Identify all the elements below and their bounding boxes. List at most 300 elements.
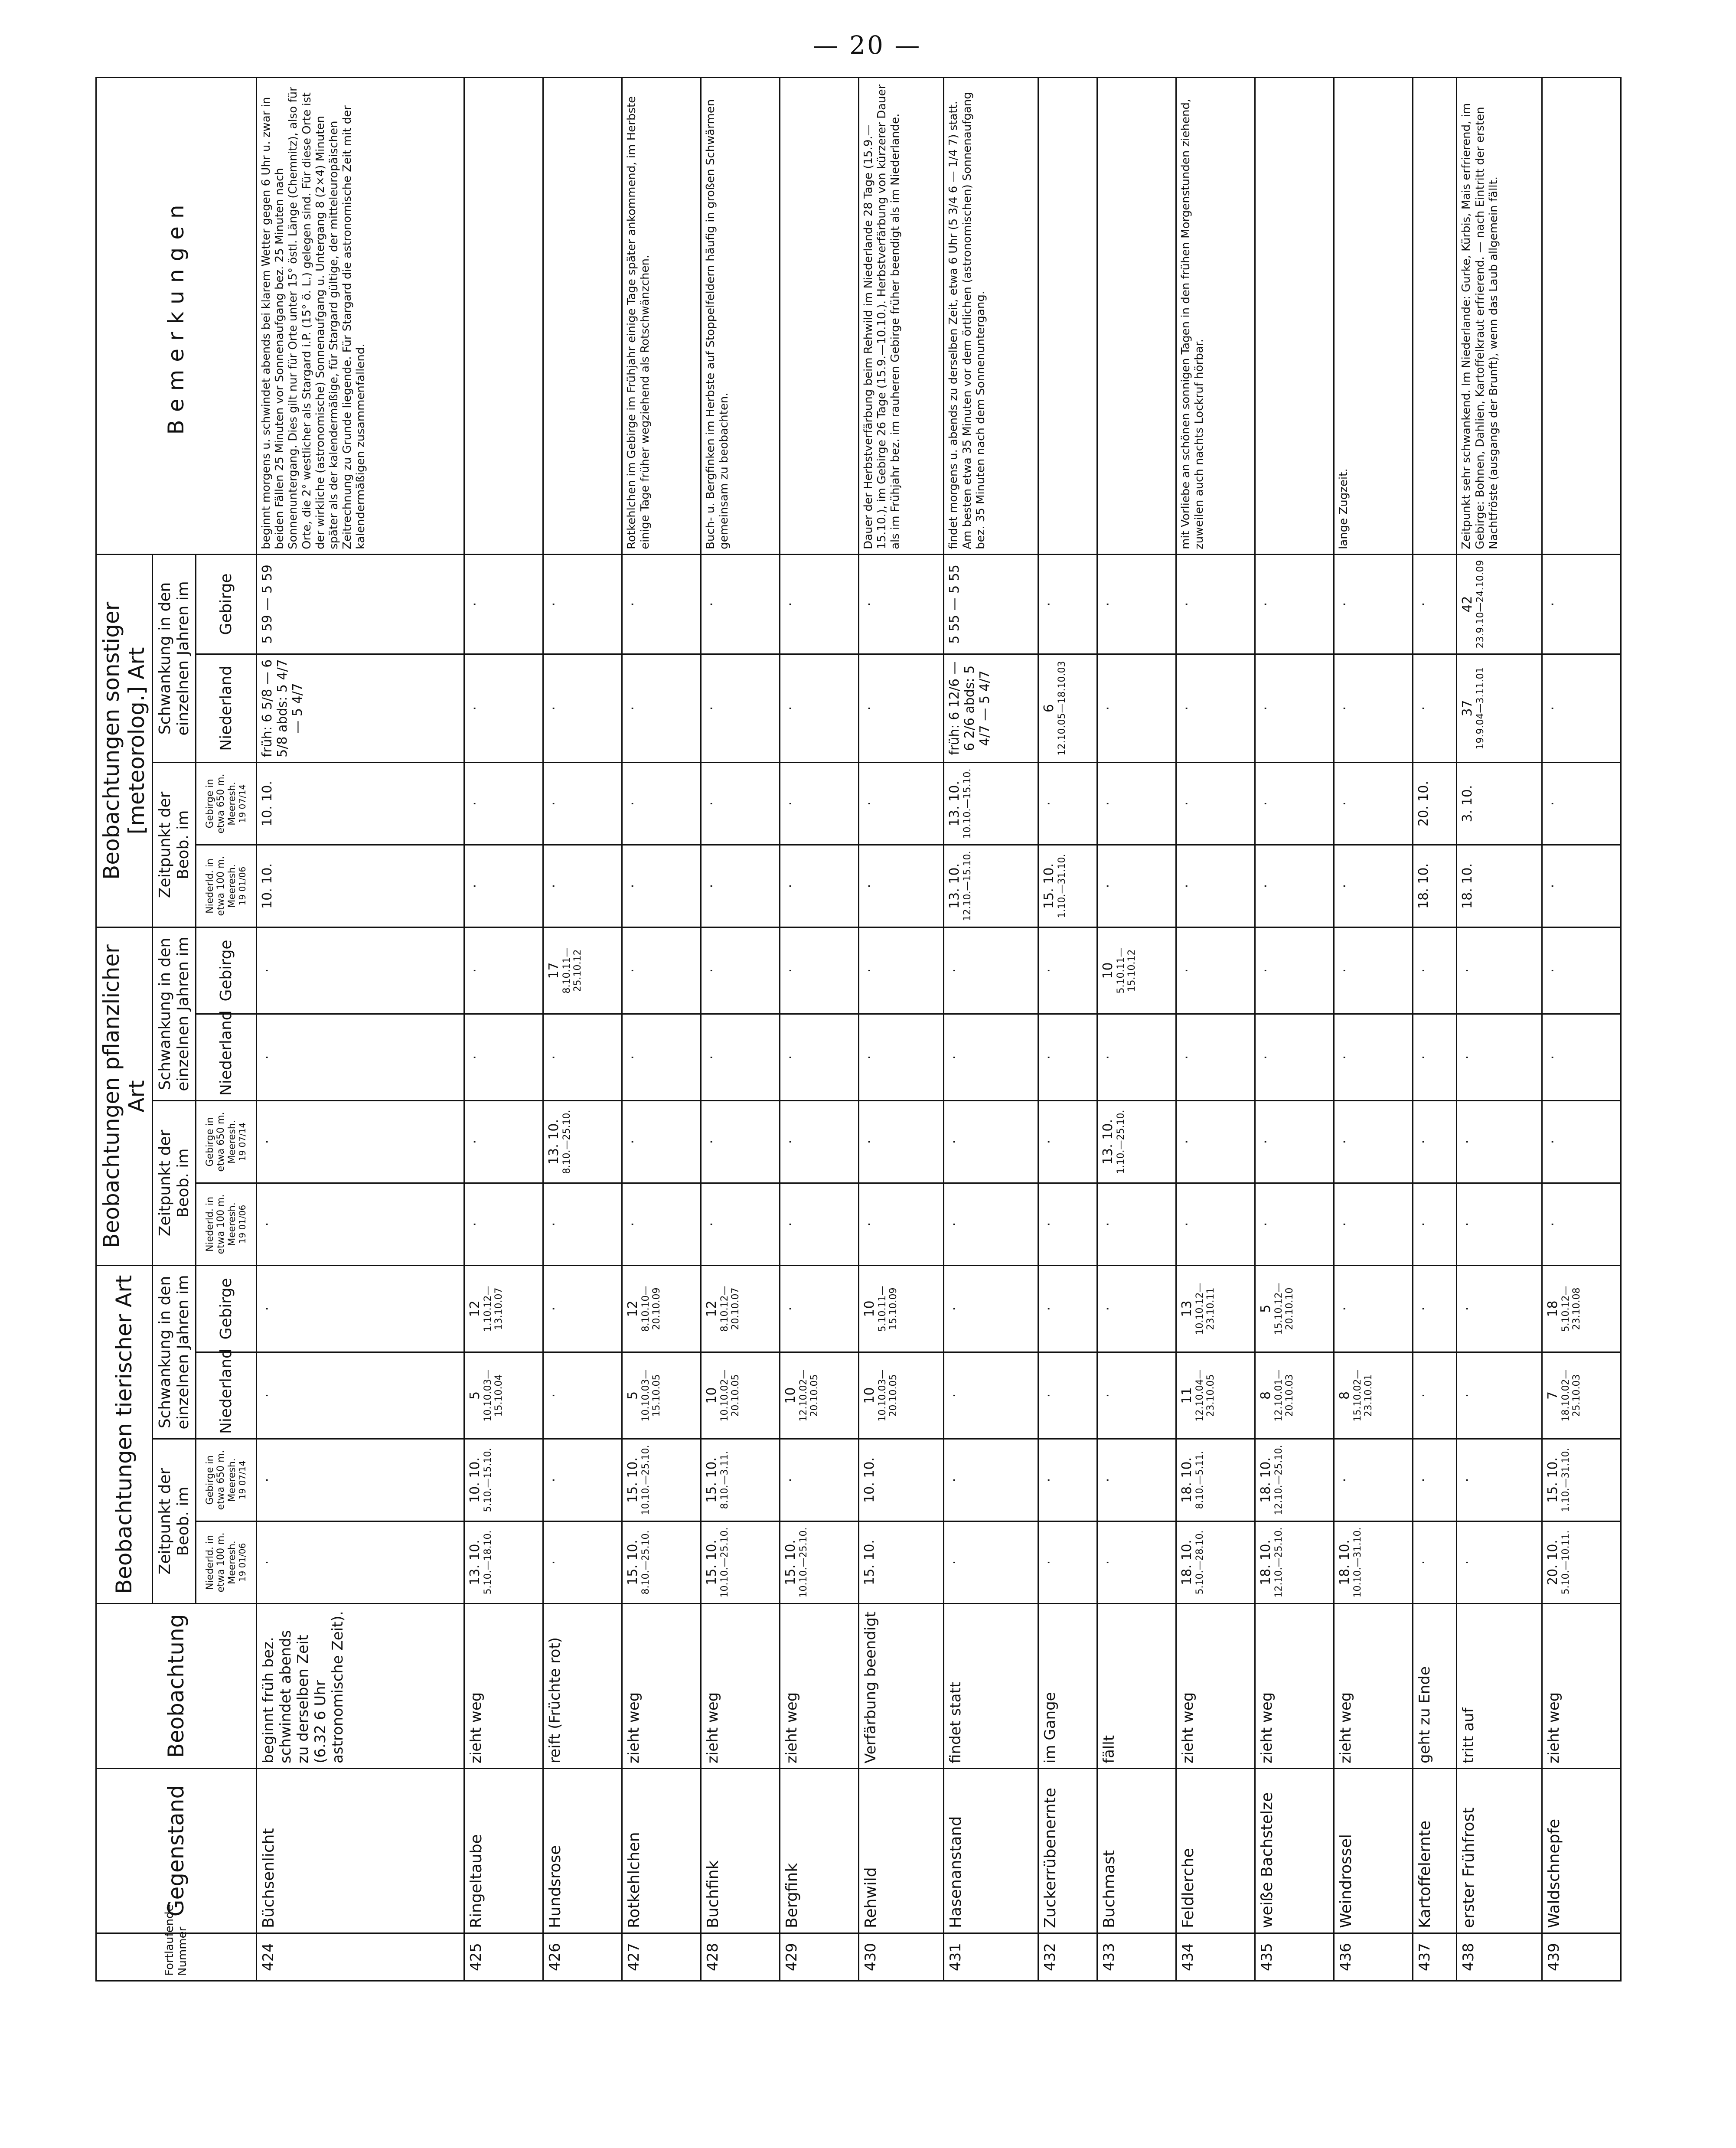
value-cell bbox=[1255, 1352, 1334, 1439]
value-main: · bbox=[467, 706, 483, 711]
value-cell bbox=[858, 554, 943, 654]
table-row bbox=[1457, 77, 1542, 1981]
value-main: · bbox=[1416, 968, 1432, 973]
value-cell bbox=[1457, 1265, 1542, 1352]
value-main: 10 bbox=[704, 1387, 719, 1404]
value-range: 10.10.12—23.10.11 bbox=[1194, 1283, 1217, 1335]
value-main: 8 bbox=[1258, 1391, 1273, 1400]
header-time-point: Zeitpunkt der Beob. im bbox=[153, 1439, 196, 1604]
header-lowland-years: 19 01/06 bbox=[237, 866, 248, 906]
value-range: 12.10.—25.10. bbox=[1273, 1527, 1284, 1598]
value-main: · bbox=[861, 968, 877, 973]
row-object: weiße Bachstelze bbox=[1255, 1769, 1334, 1933]
value-main: · bbox=[861, 801, 877, 806]
value-cell bbox=[1413, 845, 1457, 927]
value-main: · bbox=[625, 884, 640, 888]
value-cell bbox=[543, 762, 622, 845]
value-main: · bbox=[1460, 1139, 1475, 1144]
value-main: · bbox=[861, 706, 877, 711]
value-cell bbox=[257, 554, 464, 654]
value-main: 11 bbox=[1179, 1387, 1194, 1404]
value-main: · bbox=[1179, 706, 1194, 711]
value-range: 8.10.10—20.10.09 bbox=[640, 1286, 662, 1332]
header-niederland: Niederland bbox=[196, 1352, 257, 1439]
value-main: · bbox=[260, 1306, 275, 1311]
value-cell bbox=[1457, 1183, 1542, 1265]
value-cell bbox=[1413, 1183, 1457, 1265]
value-main: · bbox=[947, 1055, 963, 1060]
value-cell bbox=[1542, 1352, 1621, 1439]
value-main: · bbox=[1179, 801, 1194, 806]
row-remark: beginnt morgens u. schwindet abends bei klarem Wetter gegen 6 Uhr u. zwar in beiden Fällen 25 Minuten vor Sonnenaufgang bez. 25 Minuten nach Sonnenuntergang. Dies gilt nur für Orte unter 15° östl. Länge (Chemnitz), also für Orte, die 2° westlicher als Stargard i.P. (15° ö. L.) gelegen sind. Für diese Orte ist der wirkliche (astronomische) Sonnenaufgang u. Untergang 8 (2×4) Minuten später als der kalendermäßige, für Stargard gültige, der mitteleuropäischen Zeitrechnung zu Grunde liegende. Für Stargard die astronomische Zeit mit der kalendermäßigen zusammenfallend. bbox=[257, 77, 464, 554]
row-observation: geht zu Ende bbox=[1413, 1604, 1457, 1769]
value-cell bbox=[1334, 1014, 1413, 1100]
value-cell bbox=[1542, 1014, 1621, 1100]
header-lowland-label: Niederld. in etwa 100 m. Meeresh. bbox=[205, 856, 238, 916]
value-main: · bbox=[1460, 1560, 1475, 1565]
value-cell bbox=[257, 1014, 464, 1100]
value-main: · bbox=[783, 968, 798, 973]
value-range: 1.10.—25.10. bbox=[1115, 1110, 1126, 1174]
value-cell bbox=[257, 1183, 464, 1265]
value-main: 13. 10. bbox=[947, 780, 963, 826]
value-cell bbox=[701, 1352, 780, 1439]
value-cell bbox=[543, 927, 622, 1014]
value-main: 10. 10. bbox=[260, 863, 275, 909]
value-cell bbox=[1413, 654, 1457, 762]
value-main: 10 bbox=[861, 1387, 877, 1404]
value-cell bbox=[622, 1183, 701, 1265]
value-main: 17 bbox=[546, 962, 561, 979]
value-main: 12 bbox=[467, 1300, 483, 1317]
row-observation: zieht weg bbox=[1255, 1604, 1334, 1769]
row-observation: tritt auf bbox=[1457, 1604, 1542, 1769]
row-object: Rotkehlchen bbox=[622, 1769, 701, 1933]
value-main: · bbox=[947, 1560, 963, 1565]
value-cell bbox=[257, 1100, 464, 1183]
value-cell bbox=[1255, 1100, 1334, 1183]
row-observation: Verfärbung beendigt bbox=[858, 1604, 943, 1769]
value-main: 10. 10. bbox=[260, 780, 275, 826]
value-cell bbox=[944, 654, 1038, 762]
value-main: 13 bbox=[1179, 1300, 1194, 1317]
row-object: erster Frühfrost bbox=[1457, 1769, 1542, 1933]
value-main: · bbox=[546, 602, 561, 607]
value-main: · bbox=[1337, 884, 1352, 888]
value-cell bbox=[1457, 1439, 1542, 1521]
value-main: · bbox=[1545, 801, 1560, 806]
value-cell bbox=[1334, 1521, 1413, 1604]
value-cell bbox=[622, 927, 701, 1014]
value-cell bbox=[1457, 1014, 1542, 1100]
value-cell bbox=[543, 554, 622, 654]
value-main: · bbox=[861, 602, 877, 607]
value-main: 10 bbox=[783, 1387, 798, 1404]
value-main: · bbox=[260, 1560, 275, 1565]
value-main: · bbox=[467, 1055, 483, 1060]
row-object: Kartoffelernte bbox=[1413, 1769, 1457, 1933]
header-lowland bbox=[196, 1183, 257, 1265]
value-main: · bbox=[1100, 1306, 1116, 1311]
value-range: 12.10.—15.10. bbox=[962, 851, 973, 921]
value-main: 18. 10. bbox=[1179, 1540, 1194, 1585]
row-remark bbox=[1038, 77, 1097, 554]
value-main: · bbox=[625, 1222, 640, 1227]
value-main: · bbox=[467, 1222, 483, 1227]
value-main: 8 bbox=[1337, 1391, 1352, 1400]
value-main: · bbox=[704, 801, 719, 806]
row-number: 429 bbox=[780, 1933, 858, 1981]
value-cell bbox=[464, 554, 543, 654]
header-mountain-label: Gebirge in etwa 650 m. Meeresh. bbox=[205, 1450, 238, 1510]
value-cell bbox=[257, 845, 464, 927]
value-main: · bbox=[625, 968, 640, 973]
value-range: 8.10.—3.11. bbox=[719, 1451, 730, 1509]
value-main: 20. 10. bbox=[1416, 780, 1432, 826]
value-cell bbox=[1457, 554, 1542, 654]
value-main: · bbox=[1416, 602, 1432, 607]
value-main: früh: 6 12/6 — 6 2/6 abds: 5 4/7 — 5 4/7 bbox=[947, 661, 993, 755]
row-number: 435 bbox=[1255, 1933, 1334, 1981]
value-main: · bbox=[625, 602, 640, 607]
value-cell bbox=[622, 654, 701, 762]
value-main: 18. 10. bbox=[1337, 1540, 1352, 1585]
value-cell bbox=[1038, 1439, 1097, 1521]
row-object: Ringeltaube bbox=[464, 1769, 543, 1933]
value-main: 18. 10. bbox=[1258, 1457, 1273, 1503]
value-cell bbox=[858, 845, 943, 927]
value-main: 42 bbox=[1460, 596, 1475, 613]
value-cell bbox=[858, 1521, 943, 1604]
value-range: 23.9.10—24.10.09 bbox=[1475, 560, 1486, 649]
value-cell bbox=[1038, 554, 1097, 654]
value-cell bbox=[622, 1014, 701, 1100]
value-cell bbox=[780, 1183, 858, 1265]
value-main: · bbox=[1041, 1306, 1057, 1311]
value-main: · bbox=[1337, 706, 1352, 711]
value-main: · bbox=[467, 1139, 483, 1144]
value-main: · bbox=[1416, 1055, 1432, 1060]
header-gebirge: Gebirge bbox=[196, 927, 257, 1014]
row-remark: Rotkehlchen im Gebirge im Frühjahr einige Tage später ankommend, im Herbste einige Tage früher wegziehend als Rotschwänzchen. bbox=[622, 77, 701, 554]
value-main: · bbox=[1337, 1139, 1352, 1144]
value-cell bbox=[701, 1014, 780, 1100]
value-range: 1.10.12—13.10.07 bbox=[482, 1286, 504, 1332]
value-range: 10.10.—25.10. bbox=[798, 1527, 809, 1598]
row-object: Rehwild bbox=[858, 1769, 943, 1933]
value-main: · bbox=[1179, 1139, 1194, 1144]
value-cell bbox=[1176, 845, 1255, 927]
row-number: 427 bbox=[622, 1933, 701, 1981]
row-observation: zieht weg bbox=[464, 1604, 543, 1769]
value-main: · bbox=[1337, 1478, 1352, 1482]
value-main: · bbox=[1258, 1055, 1273, 1060]
value-main: · bbox=[1416, 706, 1432, 711]
header-lowland-years: 19 01/06 bbox=[237, 1543, 248, 1582]
value-cell bbox=[464, 1100, 543, 1183]
value-cell bbox=[1176, 762, 1255, 845]
value-cell bbox=[543, 1352, 622, 1439]
value-main: 15. 10. bbox=[783, 1540, 798, 1585]
value-main: 20. 10. bbox=[1545, 1540, 1560, 1585]
value-cell bbox=[1334, 762, 1413, 845]
header-time-point: Zeitpunkt der Beob. im bbox=[153, 762, 196, 927]
value-main: · bbox=[1041, 1222, 1057, 1227]
value-main: · bbox=[1337, 602, 1352, 607]
value-main: · bbox=[704, 1222, 719, 1227]
value-cell bbox=[1542, 927, 1621, 1014]
value-cell bbox=[1176, 554, 1255, 654]
value-cell bbox=[944, 1265, 1038, 1352]
value-cell bbox=[1457, 1521, 1542, 1604]
header-fluctuation: Schwankung in den einzelnen Jahren im bbox=[153, 554, 196, 762]
value-main: 18. 10. bbox=[1179, 1457, 1194, 1503]
value-cell bbox=[464, 1352, 543, 1439]
row-observation: zieht weg bbox=[701, 1604, 780, 1769]
row-observation: im Gange bbox=[1038, 1604, 1097, 1769]
value-cell bbox=[944, 845, 1038, 927]
value-range: 10.10.—25.10. bbox=[719, 1527, 730, 1598]
value-main: · bbox=[1179, 602, 1194, 607]
value-cell bbox=[1097, 845, 1176, 927]
value-range: 5.10.11—15.10.12 bbox=[1115, 947, 1138, 994]
value-cell bbox=[701, 1183, 780, 1265]
header-group-other: Beobachtungen sonstiger [meteorolog.] Art bbox=[96, 554, 153, 927]
value-main: 18. 10. bbox=[1416, 863, 1432, 909]
header-mountain bbox=[196, 1439, 257, 1521]
value-main: · bbox=[783, 1139, 798, 1144]
value-main: · bbox=[546, 1478, 561, 1482]
value-cell bbox=[1413, 554, 1457, 654]
value-cell bbox=[622, 1439, 701, 1521]
value-main: · bbox=[546, 1560, 561, 1565]
value-range: 12.10.01—20.10.03 bbox=[1273, 1369, 1295, 1422]
value-main: · bbox=[947, 1393, 963, 1398]
value-cell bbox=[1255, 845, 1334, 927]
row-number: 430 bbox=[858, 1933, 943, 1981]
value-main: · bbox=[467, 968, 483, 973]
value-main: · bbox=[704, 706, 719, 711]
value-cell bbox=[1413, 1352, 1457, 1439]
table-row bbox=[1334, 77, 1413, 1981]
value-cell bbox=[1542, 1439, 1621, 1521]
table-row bbox=[464, 77, 543, 1981]
value-main: · bbox=[704, 1055, 719, 1060]
value-cell bbox=[1176, 1014, 1255, 1100]
value-cell bbox=[1097, 1265, 1176, 1352]
value-range: 12.10.—25.10. bbox=[1273, 1445, 1284, 1515]
value-main: 12 bbox=[625, 1300, 640, 1317]
value-cell bbox=[1176, 1183, 1255, 1265]
value-cell bbox=[1334, 1100, 1413, 1183]
value-cell bbox=[1038, 845, 1097, 927]
value-main: · bbox=[1041, 1139, 1057, 1144]
header-mountain-label: Gebirge in etwa 650 m. Meeresh. bbox=[205, 1112, 238, 1172]
row-remark bbox=[1097, 77, 1176, 554]
value-main: · bbox=[1460, 1055, 1475, 1060]
header-mountain bbox=[196, 762, 257, 845]
value-range: 18.10.02—25.10.03 bbox=[1560, 1369, 1583, 1422]
table-row bbox=[543, 77, 622, 1981]
value-main: · bbox=[1416, 1222, 1432, 1227]
value-main: · bbox=[1179, 1055, 1194, 1060]
value-main: · bbox=[1041, 1478, 1057, 1482]
row-number: 426 bbox=[543, 1933, 622, 1981]
header-lowland-label: Niederld. in etwa 100 m. Meeresh. bbox=[205, 1194, 238, 1254]
header-nr: Fortlaufende Nummer bbox=[96, 1933, 257, 1981]
header-lowland-label: Niederld. in etwa 100 m. Meeresh. bbox=[205, 1532, 238, 1593]
value-main: · bbox=[1258, 706, 1273, 711]
value-cell bbox=[858, 1439, 943, 1521]
value-cell bbox=[780, 762, 858, 845]
value-main: 13. 10. bbox=[1100, 1119, 1116, 1165]
value-cell bbox=[780, 1439, 858, 1521]
value-cell bbox=[858, 1100, 943, 1183]
value-cell bbox=[780, 554, 858, 654]
value-main: 6 bbox=[1041, 704, 1057, 712]
value-cell bbox=[1176, 1100, 1255, 1183]
value-main: · bbox=[1100, 884, 1116, 888]
row-observation: zieht weg bbox=[780, 1604, 858, 1769]
value-main: · bbox=[1179, 968, 1194, 973]
value-cell bbox=[1542, 845, 1621, 927]
value-main: · bbox=[1337, 1222, 1352, 1227]
value-cell bbox=[543, 1183, 622, 1265]
value-main: · bbox=[1416, 1139, 1432, 1144]
row-observation: zieht weg bbox=[622, 1604, 701, 1769]
value-range: 12.10.04—23.10.05 bbox=[1194, 1369, 1217, 1422]
value-main: · bbox=[1545, 706, 1560, 711]
value-main: · bbox=[1337, 1306, 1352, 1311]
row-remark: Dauer der Herbstverfärbung beim Rehwild im Niederlande 28 Tage (15.9.—15.10.), im Gebirge 26 Tage (15.9.—10.10.). Herbstverfärbung von kürzerer Dauer als im Frühjahr bez. im rauheren Gebirge früher beendigt als im Niederlande. bbox=[858, 77, 943, 554]
value-main: 15. 10. bbox=[625, 1540, 640, 1585]
value-main: · bbox=[1258, 968, 1273, 973]
value-cell bbox=[1255, 1183, 1334, 1265]
row-number: 439 bbox=[1542, 1933, 1621, 1981]
value-main: 15. 10. bbox=[1041, 863, 1057, 909]
value-main: 15. 10. bbox=[704, 1457, 719, 1503]
value-range: 10.10.03—15.10.04 bbox=[482, 1369, 504, 1422]
value-main: · bbox=[861, 1055, 877, 1060]
value-cell bbox=[1413, 1014, 1457, 1100]
value-main: 18. 10. bbox=[1258, 1540, 1273, 1585]
value-main: · bbox=[260, 1055, 275, 1060]
value-main: 18. 10. bbox=[1460, 863, 1475, 909]
value-cell bbox=[944, 762, 1038, 845]
value-main: · bbox=[704, 1139, 719, 1144]
value-main: · bbox=[546, 801, 561, 806]
value-main: · bbox=[1100, 1393, 1116, 1398]
value-main: · bbox=[1416, 1478, 1432, 1482]
header-niederland: Niederland bbox=[196, 1014, 257, 1100]
value-cell bbox=[464, 845, 543, 927]
value-main: · bbox=[467, 602, 483, 607]
value-main: · bbox=[260, 1139, 275, 1144]
value-cell bbox=[1542, 1265, 1621, 1352]
value-main: · bbox=[625, 1055, 640, 1060]
observation-table bbox=[95, 77, 1622, 1982]
value-range: 10.10.03—15.10.05 bbox=[640, 1369, 662, 1422]
value-cell bbox=[780, 1521, 858, 1604]
value-cell bbox=[1457, 927, 1542, 1014]
value-main: 10. 10. bbox=[467, 1457, 483, 1503]
table-row bbox=[701, 77, 780, 1981]
row-number: 433 bbox=[1097, 1933, 1176, 1981]
value-cell bbox=[622, 1352, 701, 1439]
row-remark: findet morgens u. abends zu derselben Zeit, etwa 6 Uhr (5 3/4 6 — 1/4 7) statt. Am besten etwa 35 Minuten vor dem örtlichen (astronomischen) Sonnenaufgang bez. 35 Minuten nach dem Sonnenuntergang. bbox=[944, 77, 1038, 554]
value-range: 12.10.05—18.10.03 bbox=[1056, 661, 1067, 756]
value-cell bbox=[1097, 927, 1176, 1014]
row-remark bbox=[1413, 77, 1457, 554]
value-cell bbox=[944, 1014, 1038, 1100]
value-cell bbox=[701, 845, 780, 927]
value-range: 10.10.—31.10. bbox=[1352, 1527, 1363, 1598]
value-range: 5.10.12—23.10.08 bbox=[1560, 1286, 1583, 1332]
value-cell bbox=[1457, 654, 1542, 762]
value-main: · bbox=[1258, 602, 1273, 607]
value-cell bbox=[1542, 554, 1621, 654]
value-main: · bbox=[1416, 1393, 1432, 1398]
header-niederland: Niederland bbox=[196, 654, 257, 762]
value-cell bbox=[1097, 554, 1176, 654]
value-main: · bbox=[783, 801, 798, 806]
value-cell bbox=[858, 1014, 943, 1100]
row-number: 438 bbox=[1457, 1933, 1542, 1981]
value-range: 1.10.—31.10. bbox=[1056, 854, 1067, 918]
value-main: · bbox=[1179, 884, 1194, 888]
header-gebirge: Gebirge bbox=[196, 1265, 257, 1352]
value-range: 10.10.—25.10. bbox=[640, 1445, 651, 1515]
row-object: Büchsenlicht bbox=[257, 1769, 464, 1933]
value-main: 15. 10. bbox=[704, 1540, 719, 1585]
table-body bbox=[257, 77, 1621, 1981]
value-main: 15. 10. bbox=[625, 1457, 640, 1503]
value-main: · bbox=[1179, 1222, 1194, 1227]
value-main: · bbox=[625, 1139, 640, 1144]
value-cell bbox=[780, 1352, 858, 1439]
value-cell bbox=[1255, 1439, 1334, 1521]
value-cell bbox=[1542, 762, 1621, 845]
value-cell bbox=[1038, 1265, 1097, 1352]
value-cell bbox=[622, 554, 701, 654]
value-cell bbox=[780, 1014, 858, 1100]
value-cell bbox=[1413, 762, 1457, 845]
table-row bbox=[1542, 77, 1621, 1981]
value-cell bbox=[1097, 1100, 1176, 1183]
value-main: · bbox=[1460, 1478, 1475, 1482]
value-cell bbox=[1097, 1014, 1176, 1100]
value-cell bbox=[464, 1265, 543, 1352]
value-main: · bbox=[1100, 1478, 1116, 1482]
value-main: · bbox=[1100, 706, 1116, 711]
value-main: · bbox=[947, 1222, 963, 1227]
header-fluctuation: Schwankung in den einzelnen Jahren im bbox=[153, 1265, 196, 1439]
value-range: 15.10.12—20.10.10 bbox=[1273, 1283, 1295, 1335]
value-main: · bbox=[783, 884, 798, 888]
row-observation: zieht weg bbox=[1334, 1604, 1413, 1769]
value-cell bbox=[622, 1521, 701, 1604]
row-number: 425 bbox=[464, 1933, 543, 1981]
value-cell bbox=[701, 554, 780, 654]
value-cell bbox=[257, 1439, 464, 1521]
row-object: Buchmast bbox=[1097, 1769, 1176, 1933]
value-cell bbox=[464, 1521, 543, 1604]
value-range: 5.10.—10.11. bbox=[1560, 1530, 1571, 1595]
value-main: 5 59 — 5 59 bbox=[260, 565, 275, 644]
value-main: · bbox=[1100, 602, 1116, 607]
value-cell bbox=[1457, 762, 1542, 845]
value-cell bbox=[1038, 1100, 1097, 1183]
